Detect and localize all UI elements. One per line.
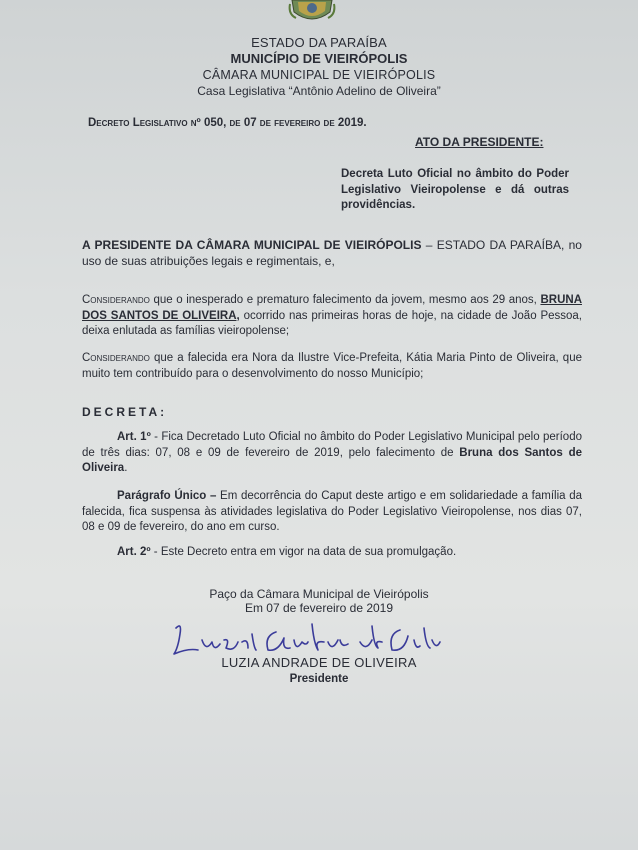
preamble-bold: A PRESIDENTE DA CÂMARA MUNICIPAL DE VIEIRÓPOLIS bbox=[82, 238, 422, 252]
decree-title: Decreto Legislativo nº 050, de 07 de fevereiro de 2019. bbox=[88, 117, 367, 129]
article-1-name: Bruna dos Santos de Oliveira bbox=[82, 446, 582, 474]
considerando-paragraph-2 bbox=[82, 351, 582, 382]
considerando-2-lead: Considerando bbox=[82, 352, 150, 364]
article-1 bbox=[82, 430, 582, 477]
considerando-1-text-a: que o inesperado e prematuro falecimento da jovem, mesmo aos 29 anos, bbox=[149, 294, 541, 306]
article-2-label: Art. 2º bbox=[117, 546, 151, 558]
decreta-heading: DECRETA: bbox=[82, 405, 168, 419]
preamble-text: – ESTADO DA PARAÍBA, no uso de suas atribuições legais e regimentais, e, bbox=[82, 238, 582, 268]
deceased-name: BRUNA DOS SANTOS DE OLIVEIRA, bbox=[82, 294, 582, 322]
municipal-coat-of-arms-icon bbox=[288, 0, 336, 24]
article-1-label: Art. 1º bbox=[117, 431, 151, 443]
header-state: ESTADO DA PARAÍBA bbox=[251, 35, 387, 50]
considerando-2-text: que a falecida era Nora da Ilustre Vice-Prefeita, Kátia Maria Pinto de Oliveira, que muito tem contribuído para o desenvolvimento do nosso Município; bbox=[82, 352, 582, 380]
article-2 bbox=[82, 545, 582, 561]
decree-ementa: Decreta Luto Oficial no âmbito do Poder Legislativo Vieiropolense e dá outras providências. bbox=[341, 168, 569, 211]
handwritten-signature bbox=[168, 618, 448, 660]
considerando-1-lead: Considerando bbox=[82, 294, 150, 306]
header-municipality: MUNICÍPIO DE VIEIRÓPOLIS bbox=[230, 51, 408, 66]
closing-place: Paço da Câmara Municipal de Vieirópolis bbox=[209, 587, 429, 601]
header-chamber: CÂMARA MUNICIPAL DE VIEIRÓPOLIS bbox=[202, 68, 436, 82]
paragrafo-label: Parágrafo Único – bbox=[117, 490, 217, 502]
header-house: Casa Legislativa “Antônio Adelino de Oliveira” bbox=[197, 84, 441, 98]
article-1-end: . bbox=[124, 462, 128, 474]
considerando-paragraph-1 bbox=[82, 293, 582, 340]
ato-heading: ATO DA PRESIDENTE: bbox=[415, 135, 544, 149]
closing-date: Em 07 de fevereiro de 2019 bbox=[244, 601, 394, 615]
paragrafo-text: Em decorrência do Caput deste artigo e em solidariedade a família da falecida, fica suspensa às atividades legislativa do Poder Legislativo Vieiropolense, nos dias 07, 08 e 09 de fevereiro, do ano em curso. bbox=[82, 490, 582, 533]
signer-name: LUZIA ANDRADE DE OLIVEIRA bbox=[221, 655, 417, 670]
paragrafo-unico bbox=[82, 489, 582, 536]
signer-role: Presidente bbox=[289, 673, 349, 685]
considerando-1-text-b: ocorrido nas primeiras horas de hoje, na cidade de João Pessoa, deixa enlutada as famílias vieiropolense; bbox=[82, 309, 582, 337]
preamble-paragraph bbox=[82, 238, 582, 269]
article-1-text: - Fica Decretado Luto Oficial no âmbito do Poder Legislativo Municipal pelo período de três dias: 07, 08 e 09 de fevereiro de 2019, pelo falecimento de bbox=[82, 431, 582, 459]
article-2-text: - Este Decreto entra em vigor na data de sua promulgação. bbox=[150, 546, 457, 558]
